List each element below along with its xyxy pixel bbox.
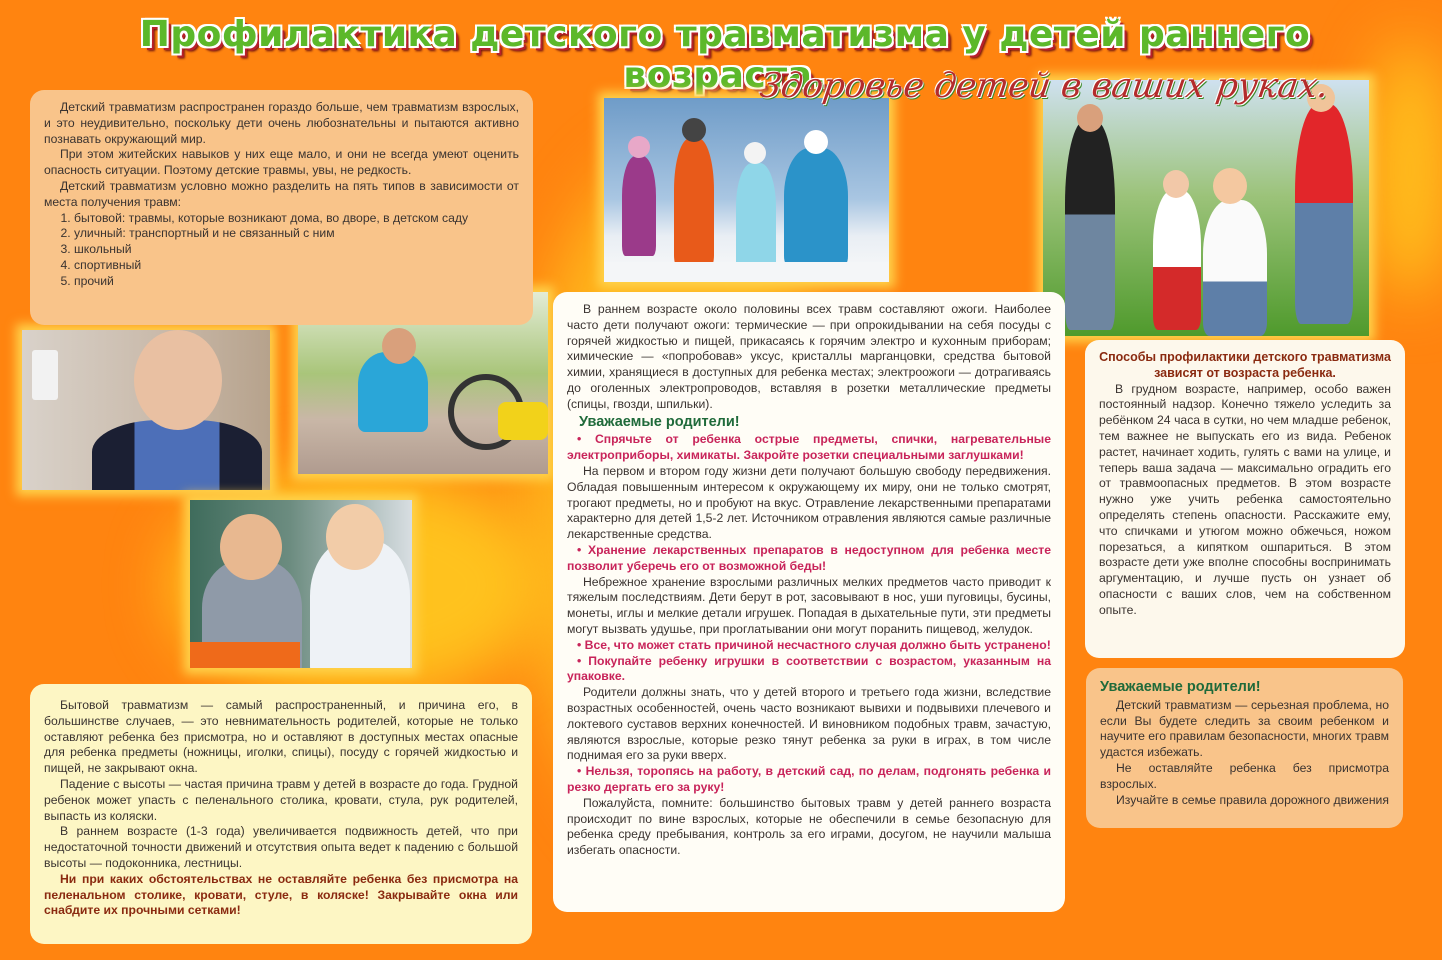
photo-baby-with-cord bbox=[22, 330, 270, 490]
warning-text: • Нельзя, торопясь на работу, в детский сад, по делам, подгонять ребенка и резко дергать его за руку! bbox=[567, 764, 1051, 794]
methods-heading: Способы профилактики детского травматизма зависят от возраста ребенка. bbox=[1099, 350, 1391, 380]
parents-paragraph: Изучайте в семье правила дорожного движения bbox=[1116, 792, 1389, 807]
intro-paragraph: При этом житейских навыков у них еще мало, и они не всегда умеют оценить опасность ситуации. Поэтому детские травмы, увы, не редкость. bbox=[44, 147, 519, 178]
warning-text: Ни при каких обстоятельствах не оставляйте ребенка без присмотра на пеленальном столике, кровати, стуле, в коляске! Закрывайте окна или снабдите их прочными сетками! bbox=[44, 871, 518, 918]
burns-paragraph: Родители должны знать, что у детей второго и третьего года жизни, вследствие возрастных особенностей, очень часто возникают вывихи и подвывихи плечевого и локтевого суставов верхних конечностей. И виновником подобных травм, зачастую, являются взрослые, которые резко тянут ребенка за руки в играх, в том числе поднимая его за руки вверх. bbox=[567, 685, 1051, 763]
warning-text: • Хранение лекарственных препаратов в недоступном для ребенка месте позволит уберечь его от возможной беды! bbox=[567, 542, 1051, 573]
warning-text: • Все, что может стать причиной несчастного случая должно быть устранено! bbox=[577, 637, 1051, 652]
burns-panel bbox=[553, 292, 1065, 912]
photo-teacher-bandaging-boy bbox=[190, 500, 412, 668]
intro-paragraph: Детский травматизм распространен гораздо больше, чем травматизм взрослых, и это неудивительно, поскольку дети очень любознательны и пытаются активно познавать окружающий мир. bbox=[44, 100, 519, 146]
poster-title: Профилактика детского травматизма у детей раннего возраста. bbox=[139, 14, 1311, 96]
greeting-heading: Уважаемые родители! bbox=[579, 413, 740, 430]
list-item: 5. прочий bbox=[74, 274, 519, 290]
home-paragraph: Падение с высоты — частая причина травм у детей в возрасте до года. Грудной ребенок может упасть с пеленального столика, кровати, стула, рук родителей, выпасть из коляски. bbox=[44, 776, 518, 823]
prevention-methods-panel bbox=[1085, 340, 1405, 658]
photo-skiing-family bbox=[604, 98, 889, 282]
parents-advice-panel bbox=[1086, 668, 1403, 828]
intro-paragraph: Детский травматизм условно можно разделить на пять типов в зависимости от места получения травм: bbox=[44, 178, 519, 209]
parents-paragraph: Не оставляйте ребенка без присмотра взрослых. bbox=[1100, 760, 1389, 791]
burns-paragraph: Пожалуйста, помните: большинство бытовых травм у детей раннего возраста происходит по вине взрослых, которые не обеспечили в семье безопасную для ребенка среду пребывания, контроль за его играми, досугом, не научили малыша избегать опасности. bbox=[567, 795, 1051, 858]
list-item: 1. бытовой: травмы, которые возникают дома, во дворе, в детском саду bbox=[74, 211, 519, 227]
home-injuries-panel bbox=[30, 684, 532, 944]
warning-text: • Покупайте ребенку игрушки в соответствии с возрастом, указанным на упаковке. bbox=[567, 653, 1051, 684]
burns-paragraph: На первом и втором году жизни дети получают большую свободу передвижения. Обладая повышенным интересом к окружающему их миру, они не только смотрят, трогают предметы, но и пробуют на вкус. Отравление лекарственными препаратами характерно для детей 1,5-2 лет. Источником отравления являются самые различные лекарственные средства. bbox=[567, 463, 1051, 542]
poster-subtitle: Здоровье детей в ваших руках. bbox=[757, 66, 1332, 106]
list-item: 3. школьный bbox=[74, 242, 519, 258]
intro-panel bbox=[30, 90, 533, 325]
parents-paragraph: Детский травматизм — серьезная проблема, но если Вы будете следить за своим ребенком и научите его правилам безопасности, многих травм удастся избежать. bbox=[1100, 697, 1389, 760]
photo-family-running bbox=[1043, 80, 1369, 336]
warning-text: • Спрячьте от ребенка острые предметы, спички, нагревательные электроприборы, химикаты. Закройте розетки специальными заглушками! bbox=[567, 432, 1051, 463]
home-paragraph: Бытовой травматизм — самый распространенный, и причина его, в большинстве случаев, — это невнимательность родителей, которые не только оставляют ребенка без присмотра, но и оставляют в доступных местах опасные для ребенка предметы (ножницы, иголки, спицы), посуду с горячей жидкостью и пищей, не закрывают окна. bbox=[44, 698, 518, 776]
injury-types-list bbox=[44, 211, 519, 290]
greeting-heading: Уважаемые родители! bbox=[1100, 679, 1261, 695]
methods-paragraph: В грудном возрасте, например, особо важен постоянный надзор. Конечно тяжело уследить за ребёнком 24 часа в сутки, но чем младше ребенок, тем важнее не выпускать его из вида. Ребенок растет, начинает ходить, гулять с вами на улице, и теперь ваша задача — максимально оградить его от травмоопасных предметов. В этом возрасте нужно уже учить ребенка самостоятельно определять степень опасности. Расскажите ему, что спичками и утюгом можно обжечься, ножом порезаться, а кипятком ошпариться. В этом возрасте дети уже вполне способны воспринимать аргументацию, и лучше пусть он узнает об опасности с ваших слов, чем на собственном опыте. bbox=[1099, 381, 1391, 617]
burns-paragraph: В раннем возрасте около половины всех травм составляют ожоги. Наиболее часто дети получают ожоги: термические — при опрокидывании на себя посуды с горячей жидкостью и пищей, прикасаясь к горячим электро и кухонным приборам; химические — «попробовав» уксус, кристаллы марганцовки, средства бытовой химии, хранящиеся в доступных для ребенка местах; электроожоги — дотрагиваясь до оголенных электропроводов, вставляя в розетки металлические предметы (спицы, гвозди, шпильки). bbox=[567, 302, 1051, 411]
burns-paragraph: Небрежное хранение взрослыми различных мелких предметов часто приводит к тяжелым последствиям. Дети берут в рот, засовывают в нос, уши пуговицы, бусины, монеты, иглы и мелкие детали игрушек. Попадая в дыхательные пути, эти предметы могут вызвать удушье, при проглатывании они могут поранить пищевод, желудок. bbox=[567, 574, 1051, 636]
list-item: 4. спортивный bbox=[74, 258, 519, 274]
home-paragraph: В раннем возрасте (1-3 года) увеличивается подвижность детей, что при недостаточной точности движений и отсутствия опыта ведет к падению с большой высоты — подоконника, лестницы. bbox=[44, 824, 518, 870]
list-item: 2. уличный: транспортный и не связанный с ним bbox=[74, 226, 519, 242]
